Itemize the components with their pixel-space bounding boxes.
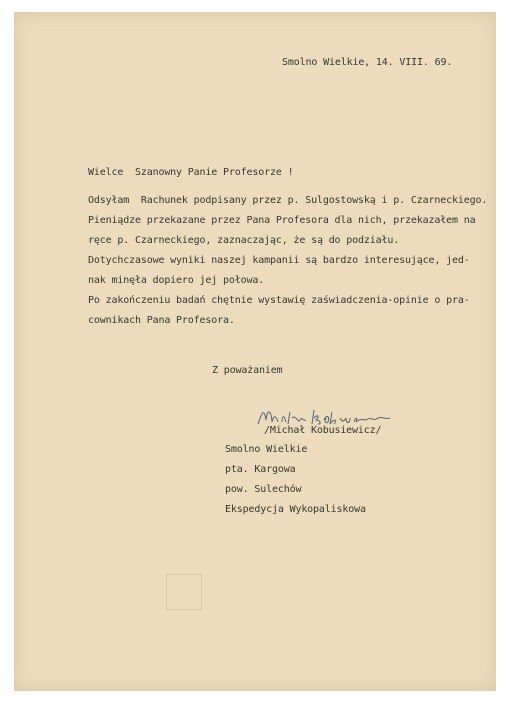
body-line-3: ręce p. Czarneckiego, zaznaczając, że są do podziału. — [88, 235, 400, 246]
body-line-6: Po zakończeniu badań chętnie wystawię zaświadczenia-opinie o pra- — [88, 295, 470, 306]
body-line-7: cownikach Pana Profesora. — [88, 315, 235, 326]
body-line-2: Pieniądze przekazane przez Pana Profesora dla nich, przekazałem na — [88, 215, 476, 226]
body-line-5: nak minęła dopiero jej połowa. — [88, 275, 265, 286]
body-line-1: Odsyłam Rachunek podpisany przez p. Sulgostowską i p. Czarneckiego. — [88, 195, 488, 206]
body-line-4: Dotychczasowe wyniki naszej kampanii są bardzo interesujące, jed- — [88, 255, 470, 266]
faint-stamp-mark — [166, 574, 202, 610]
address-line-4: Ekspedycja Wykopaliskowa — [225, 504, 366, 515]
date-line: Smolno Wielkie, 14. VIII. 69. — [282, 57, 453, 68]
salutation: Wielce Szanowny Panie Profesorze ! — [88, 167, 294, 178]
letter-sheet — [14, 12, 496, 691]
address-line-3: pow. Sulechów — [225, 484, 302, 495]
closing: Z poważaniem — [212, 365, 283, 376]
address-line-2: pta. Kargowa — [225, 464, 296, 475]
address-line-1: Smolno Wielkie — [225, 444, 308, 455]
signer-name: /Michał Kobusiewicz/ — [264, 425, 382, 436]
